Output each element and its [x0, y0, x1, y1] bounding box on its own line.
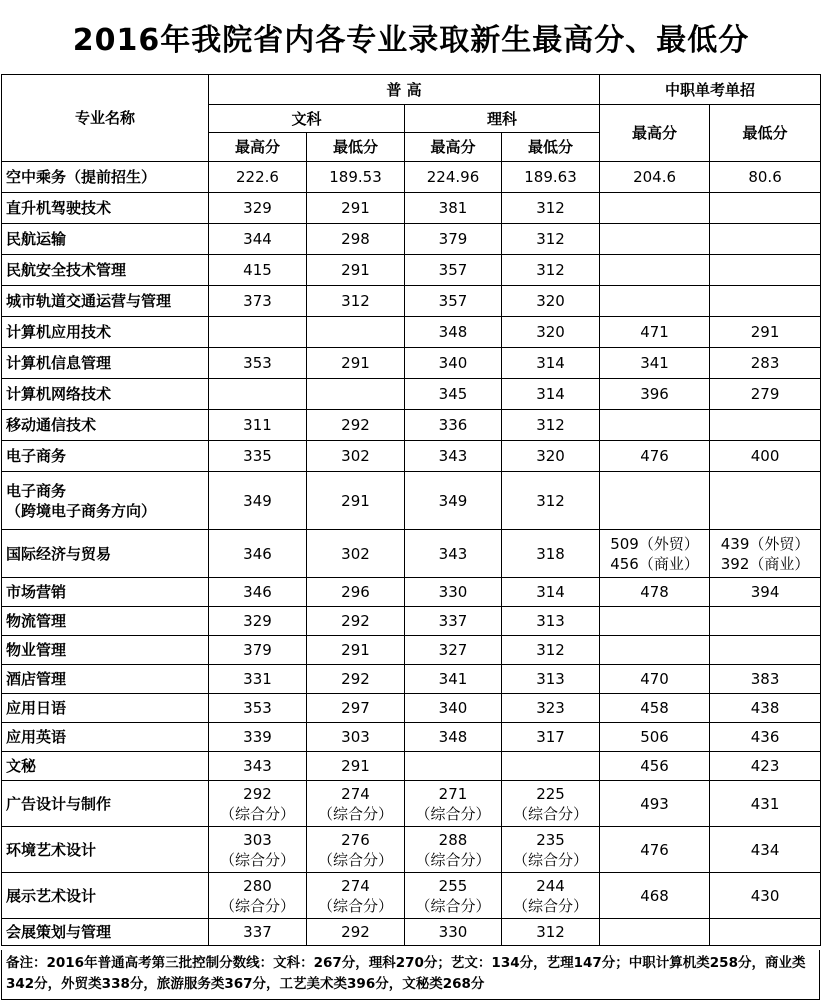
table-row	[2, 607, 821, 636]
major-name: 城市轨道交通运营与管理	[2, 286, 209, 317]
score-cell-zmin	[710, 919, 821, 946]
table-row	[2, 781, 821, 827]
header-arts-min: 最低分	[307, 133, 405, 162]
major-name: 物流管理	[2, 607, 209, 636]
score-cell-wmin: 291	[307, 193, 405, 224]
score-cell-lmin: 189.63	[502, 162, 600, 193]
table-row	[2, 224, 821, 255]
score-cell-zmax: 476	[600, 441, 710, 472]
score-cell-lmin: 312	[502, 193, 600, 224]
score-cell-wmin: 291	[307, 255, 405, 286]
score-cell-zmax: 509（外贸） 456（商业）	[600, 530, 710, 578]
score-cell-lmax: 343	[405, 530, 502, 578]
score-cell-wmin: 291	[307, 472, 405, 530]
score-cell-wmax: 329	[209, 193, 307, 224]
major-name: 计算机应用技术	[2, 317, 209, 348]
score-cell-zmax: 341	[600, 348, 710, 379]
table-row	[2, 873, 821, 919]
score-cell-zmax	[600, 472, 710, 530]
score-cell-wmin: 292	[307, 607, 405, 636]
score-cell-wmin: 302	[307, 530, 405, 578]
score-cell-zmin: 434	[710, 827, 821, 873]
score-cell-zmax: 204.6	[600, 162, 710, 193]
score-cell-wmax: 311	[209, 410, 307, 441]
score-cell-zmin: 291	[710, 317, 821, 348]
score-cell-lmin: 320	[502, 286, 600, 317]
score-cell-lmin: 225 （综合分）	[502, 781, 600, 827]
major-name: 会展策划与管理	[2, 919, 209, 946]
score-cell-lmax: 381	[405, 193, 502, 224]
major-name: 计算机信息管理	[2, 348, 209, 379]
header-voc-min: 最低分	[710, 105, 821, 162]
score-cell-lmin: 312	[502, 410, 600, 441]
score-cell-wmin: 274 （综合分）	[307, 873, 405, 919]
score-cell-zmax	[600, 919, 710, 946]
score-cell-wmin: 302	[307, 441, 405, 472]
score-cell-wmax	[209, 317, 307, 348]
score-cell-wmin: 276 （综合分）	[307, 827, 405, 873]
score-cell-wmax	[209, 379, 307, 410]
score-cell-wmax: 415	[209, 255, 307, 286]
score-cell-lmin: 323	[502, 694, 600, 723]
score-cell-wmax: 344	[209, 224, 307, 255]
major-name: 物业管理	[2, 636, 209, 665]
header-arts-max: 最高分	[209, 133, 307, 162]
score-cell-wmax: 379	[209, 636, 307, 665]
header-vocational: 中职单考单招	[600, 75, 821, 105]
score-cell-wmax: 331	[209, 665, 307, 694]
table-row	[2, 636, 821, 665]
score-cell-lmax: 327	[405, 636, 502, 665]
score-cell-wmax: 339	[209, 723, 307, 752]
score-cell-zmin	[710, 472, 821, 530]
major-name: 文秘	[2, 752, 209, 781]
score-cell-wmax: 353	[209, 348, 307, 379]
score-cell-lmin: 312	[502, 636, 600, 665]
score-cell-zmin	[710, 607, 821, 636]
score-cell-lmin: 235 （综合分）	[502, 827, 600, 873]
score-cell-lmin: 320	[502, 317, 600, 348]
table-row	[2, 255, 821, 286]
score-cell-wmax: 346	[209, 578, 307, 607]
score-cell-lmax: 357	[405, 286, 502, 317]
score-cell-zmax	[600, 607, 710, 636]
score-cell-zmax: 478	[600, 578, 710, 607]
score-cell-lmin: 312	[502, 472, 600, 530]
header-science-min: 最低分	[502, 133, 600, 162]
score-cell-lmax: 345	[405, 379, 502, 410]
major-name: 空中乘务（提前招生）	[2, 162, 209, 193]
score-cell-zmax: 456	[600, 752, 710, 781]
major-name: 直升机驾驶技术	[2, 193, 209, 224]
page-title: 2016年我院省内各专业录取新生最高分、最低分	[72, 23, 750, 58]
score-cell-zmin: 439（外贸） 392（商业）	[710, 530, 821, 578]
admission-score-table	[1, 74, 821, 946]
score-cell-lmax: 348	[405, 723, 502, 752]
score-cell-zmax: 468	[600, 873, 710, 919]
score-cell-zmin: 394	[710, 578, 821, 607]
score-cell-lmax	[405, 752, 502, 781]
major-name: 市场营销	[2, 578, 209, 607]
score-cell-lmin: 312	[502, 919, 600, 946]
score-cell-lmax: 255 （综合分）	[405, 873, 502, 919]
table-row	[2, 317, 821, 348]
score-cell-zmax	[600, 286, 710, 317]
table-row	[2, 286, 821, 317]
score-cell-wmax: 329	[209, 607, 307, 636]
score-cell-wmin: 312	[307, 286, 405, 317]
score-cell-zmin: 438	[710, 694, 821, 723]
score-cell-zmin: 431	[710, 781, 821, 827]
score-cell-wmin: 303	[307, 723, 405, 752]
score-cell-wmin: 292	[307, 410, 405, 441]
score-cell-lmin: 313	[502, 607, 600, 636]
score-cell-lmin: 312	[502, 255, 600, 286]
score-cell-wmin: 291	[307, 752, 405, 781]
table-row	[2, 379, 821, 410]
score-cell-zmax	[600, 255, 710, 286]
table-row	[2, 472, 821, 530]
score-cell-zmax: 493	[600, 781, 710, 827]
header-arts: 文科	[209, 105, 405, 133]
score-cell-lmax: 271 （综合分）	[405, 781, 502, 827]
major-name: 民航安全技术管理	[2, 255, 209, 286]
score-cell-wmin	[307, 379, 405, 410]
score-cell-zmax	[600, 224, 710, 255]
score-cell-zmax	[600, 193, 710, 224]
score-cell-wmin	[307, 317, 405, 348]
score-cell-lmin	[502, 752, 600, 781]
score-cell-zmin: 80.6	[710, 162, 821, 193]
score-cell-lmin: 312	[502, 224, 600, 255]
header-science-max: 最高分	[405, 133, 502, 162]
major-name: 计算机网络技术	[2, 379, 209, 410]
header-major: 专业名称	[2, 75, 209, 162]
score-cell-wmax: 353	[209, 694, 307, 723]
major-name: 民航运输	[2, 224, 209, 255]
score-cell-zmin: 436	[710, 723, 821, 752]
major-name: 电子商务	[2, 441, 209, 472]
score-cell-zmax: 458	[600, 694, 710, 723]
table-row	[2, 348, 821, 379]
score-cell-wmin: 292	[307, 919, 405, 946]
major-name: 电子商务 （跨境电子商务方向）	[2, 472, 209, 530]
score-cell-zmax: 396	[600, 379, 710, 410]
score-cell-lmin: 314	[502, 578, 600, 607]
table-row	[2, 193, 821, 224]
score-cell-wmax: 303 （综合分）	[209, 827, 307, 873]
score-cell-zmin	[710, 224, 821, 255]
major-name: 环境艺术设计	[2, 827, 209, 873]
table-row	[2, 530, 821, 578]
score-cell-wmin: 298	[307, 224, 405, 255]
header-science: 理科	[405, 105, 600, 133]
major-name: 应用日语	[2, 694, 209, 723]
score-cell-zmin: 400	[710, 441, 821, 472]
score-cell-wmin: 296	[307, 578, 405, 607]
score-cell-lmax: 337	[405, 607, 502, 636]
score-cell-zmin	[710, 286, 821, 317]
score-cell-wmax: 292 （综合分）	[209, 781, 307, 827]
score-cell-lmax: 348	[405, 317, 502, 348]
score-cell-wmin: 274 （综合分）	[307, 781, 405, 827]
score-cell-zmin: 430	[710, 873, 821, 919]
table-row	[2, 441, 821, 472]
score-cell-lmax: 330	[405, 578, 502, 607]
table-row	[2, 578, 821, 607]
score-cell-lmin: 317	[502, 723, 600, 752]
score-cell-lmax: 349	[405, 472, 502, 530]
score-cell-zmin	[710, 410, 821, 441]
score-cell-lmin: 244 （综合分）	[502, 873, 600, 919]
footnote: 备注：2016年普通高考第三批控制分数线：文科：267分，理科270分；艺文：134分，艺理147分；中职计算机类258分，商业类342分，外贸类338分，旅游服务类367分，工艺美术类396分，文秘类268分	[1, 950, 820, 1000]
table-row	[2, 919, 821, 946]
table-row	[2, 410, 821, 441]
major-name: 广告设计与制作	[2, 781, 209, 827]
table-row	[2, 723, 821, 752]
table-row	[2, 752, 821, 781]
score-cell-lmin: 314	[502, 348, 600, 379]
score-cell-lmax: 224.96	[405, 162, 502, 193]
score-cell-lmin: 320	[502, 441, 600, 472]
score-cell-wmin: 291	[307, 348, 405, 379]
score-cell-zmax	[600, 636, 710, 665]
score-cell-lmax: 330	[405, 919, 502, 946]
major-name: 展示艺术设计	[2, 873, 209, 919]
header-general: 普 高	[209, 75, 600, 105]
score-cell-wmax: 346	[209, 530, 307, 578]
score-cell-zmin: 383	[710, 665, 821, 694]
score-cell-lmax: 340	[405, 348, 502, 379]
score-cell-wmin: 297	[307, 694, 405, 723]
score-cell-lmax: 336	[405, 410, 502, 441]
score-cell-wmax: 349	[209, 472, 307, 530]
score-cell-wmax: 335	[209, 441, 307, 472]
score-cell-wmin: 292	[307, 665, 405, 694]
table-row	[2, 694, 821, 723]
major-name: 移动通信技术	[2, 410, 209, 441]
score-cell-zmax: 506	[600, 723, 710, 752]
score-cell-zmax: 470	[600, 665, 710, 694]
table-row	[2, 827, 821, 873]
score-cell-wmin: 189.53	[307, 162, 405, 193]
score-cell-zmin: 423	[710, 752, 821, 781]
score-cell-wmin: 291	[307, 636, 405, 665]
score-cell-wmax: 222.6	[209, 162, 307, 193]
major-name: 应用英语	[2, 723, 209, 752]
score-cell-zmin: 279	[710, 379, 821, 410]
score-cell-lmin: 318	[502, 530, 600, 578]
score-cell-wmax: 343	[209, 752, 307, 781]
header-voc-max: 最高分	[600, 105, 710, 162]
score-cell-zmax: 471	[600, 317, 710, 348]
score-cell-zmin	[710, 255, 821, 286]
score-cell-lmax: 341	[405, 665, 502, 694]
score-cell-lmax: 357	[405, 255, 502, 286]
score-cell-zmax	[600, 410, 710, 441]
score-cell-zmin: 283	[710, 348, 821, 379]
table-row	[2, 665, 821, 694]
score-cell-lmax: 340	[405, 694, 502, 723]
score-cell-wmax: 373	[209, 286, 307, 317]
score-cell-lmax: 343	[405, 441, 502, 472]
major-name: 酒店管理	[2, 665, 209, 694]
major-name: 国际经济与贸易	[2, 530, 209, 578]
score-cell-zmax: 476	[600, 827, 710, 873]
score-cell-wmax: 337	[209, 919, 307, 946]
score-cell-wmax: 280 （综合分）	[209, 873, 307, 919]
score-cell-zmin	[710, 193, 821, 224]
score-cell-lmin: 314	[502, 379, 600, 410]
score-cell-zmin	[710, 636, 821, 665]
score-cell-lmin: 313	[502, 665, 600, 694]
score-cell-lmax: 379	[405, 224, 502, 255]
table-row	[2, 162, 821, 193]
score-cell-lmax: 288 （综合分）	[405, 827, 502, 873]
